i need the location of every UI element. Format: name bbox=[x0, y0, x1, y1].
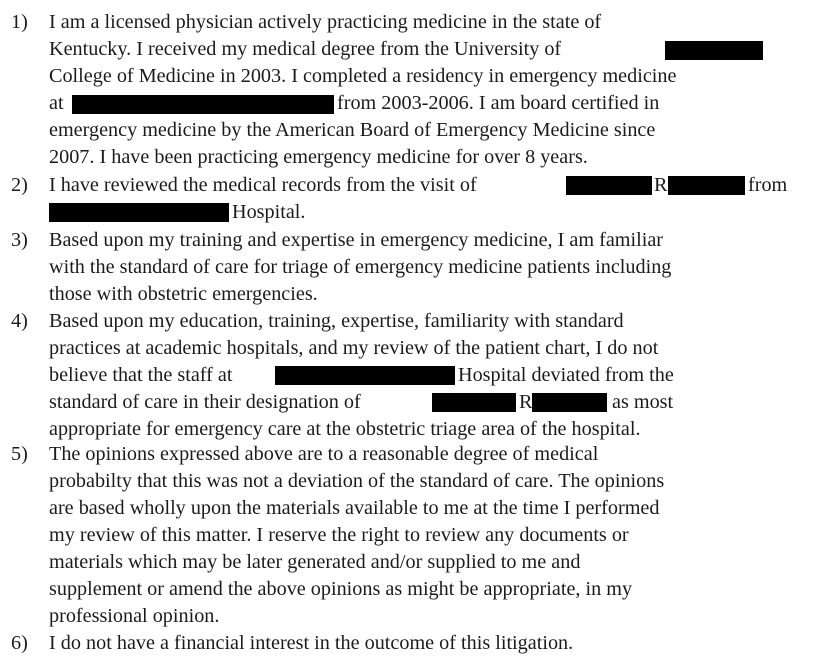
redaction-bar bbox=[275, 366, 455, 385]
item-2-line-1b: R bbox=[654, 174, 668, 196]
item-4-line-4b: R bbox=[519, 391, 533, 413]
redaction-bar bbox=[566, 176, 652, 195]
item-4-line-5: appropriate for emergency care at the obstetric triage area of the hospital. bbox=[49, 418, 641, 440]
item-4-line-1: Based upon my education, training, expertise, familiarity with standard bbox=[49, 310, 624, 332]
item-1-line-4b: from 2003-2006. I am board certified in bbox=[337, 92, 660, 114]
item-5-line-4: my review of this matter. I reserve the right to review any documents or bbox=[49, 524, 629, 546]
item-3-line-2: with the standard of care for triage of emergency medicine patients including bbox=[49, 256, 672, 278]
item-5-line-6: supplement or amend the above opinions as might be appropriate, in my bbox=[49, 578, 633, 600]
item-2-number: 2) bbox=[11, 174, 28, 196]
item-4-number: 4) bbox=[11, 310, 28, 332]
item-5-line-1: The opinions expressed above are to a reasonable degree of medical bbox=[49, 443, 599, 465]
item-1-line-5: emergency medicine by the American Board of Emergency Medicine since bbox=[49, 119, 656, 141]
item-1-line-6: 2007. I have been practicing emergency medicine for over 8 years. bbox=[49, 146, 588, 168]
item-5-line-2: probabilty that this was not a deviation of the standard of care. The opinions bbox=[49, 470, 665, 492]
redaction-bar bbox=[432, 393, 516, 412]
item-1-line-2-text: Kentucky. I received my medical degree from the University of bbox=[49, 38, 562, 60]
redaction-bar bbox=[668, 176, 745, 195]
redaction-bar bbox=[532, 393, 607, 412]
item-4-line-2: practices at academic hospitals, and my review of the patient chart, I do not bbox=[49, 337, 659, 359]
item-1-line-3: College of Medicine in 2003. I completed a residency in emergency medicine bbox=[49, 65, 677, 87]
item-5-number: 5) bbox=[11, 443, 28, 465]
item-1-number: 1) bbox=[11, 11, 28, 33]
item-4-line-4a: standard of care in their designation of bbox=[49, 391, 361, 413]
item-4-line-4c: as most bbox=[612, 391, 674, 413]
item-4-line-3b: Hospital deviated from the bbox=[458, 364, 674, 386]
item-5-line-7: professional opinion. bbox=[49, 605, 220, 627]
item-6-number: 6) bbox=[11, 632, 28, 654]
redaction-bar bbox=[72, 95, 334, 114]
item-5-line-5: materials which may be later generated and/or supplied to me and bbox=[49, 551, 581, 573]
item-1-line-2 bbox=[49, 36, 561, 63]
item-2-line-2: Hospital. bbox=[232, 201, 306, 223]
item-2-line-1a: I have reviewed the medical records from the visit of bbox=[49, 174, 477, 196]
item-5-line-3: are based wholly upon the materials available to me at the time I performed bbox=[49, 497, 660, 519]
item-1-line-1: I am a licensed physician actively practicing medicine in the state of bbox=[49, 11, 602, 33]
item-3-line-3: those with obstetric emergencies. bbox=[49, 283, 318, 305]
item-3-line-1: Based upon my training and expertise in emergency medicine, I am familiar bbox=[49, 229, 664, 251]
item-2-line-1c: from bbox=[748, 174, 788, 196]
redaction-bar bbox=[49, 203, 229, 222]
item-4-line-3a: believe that the staff at bbox=[49, 364, 233, 386]
item-6-line-1: I do not have a financial interest in the outcome of this litigation. bbox=[49, 632, 574, 654]
redaction-bar bbox=[665, 41, 763, 60]
item-1-line-4a: at bbox=[49, 92, 64, 114]
item-3-number: 3) bbox=[11, 229, 28, 251]
